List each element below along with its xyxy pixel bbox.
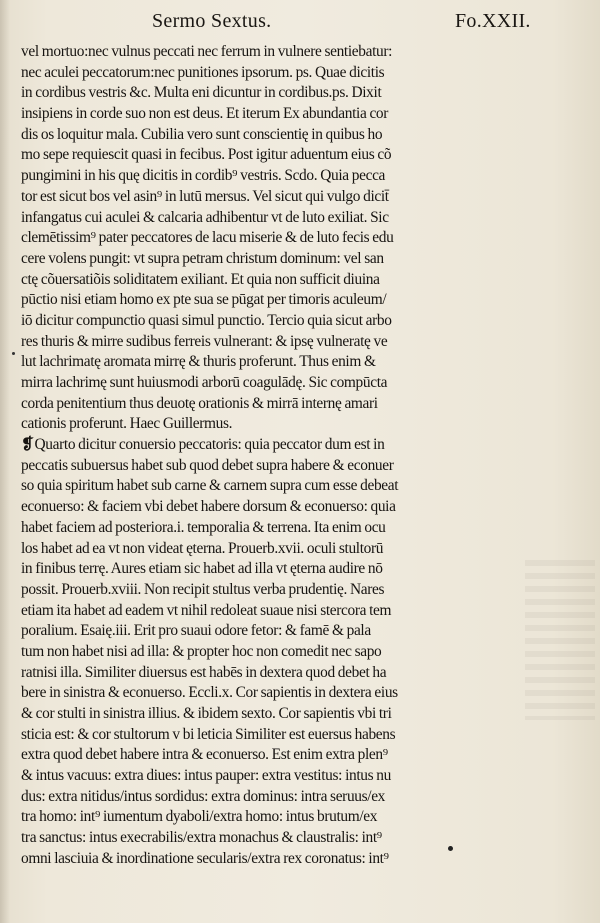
text-line: dis os loquitur mala. Cubilia vero sunt conscientię in quibus ho xyxy=(21,125,383,143)
text-line: omni lasciuia & inordinatione secularis/extra rex coronatus: int⁹ xyxy=(21,849,389,867)
text-line: tra homo: int⁹ iumentum dyaboli/extra homo: intus brutum/ex xyxy=(21,808,378,826)
text-line: sticia est: & cor stultorum v bi leticia Similiter est euersus habens xyxy=(21,725,396,743)
text-line: corda penitentium thus deuotę orationis & mirrā internę amari xyxy=(21,394,378,412)
margin-mark xyxy=(12,352,15,355)
text-line: ctę cõuersatiõis soliditatem exiliant. Et quia non sufficit diuina xyxy=(21,270,380,288)
text-line: mirra lachrimę sunt huiusmodi arborū coagulādę. Sic compūcta xyxy=(21,374,388,391)
text-line: infangatus cui aculei & calcaria adhibentur vt de luto exiliat. Sic xyxy=(21,208,389,226)
text-line: & intus vacuus: extra diues: intus pauper: extra vestitus: intus nu xyxy=(21,767,391,785)
text-line: pūctio nisi etiam homo ex pte sua se pūgat per timoris aculeum/ xyxy=(21,291,387,309)
text-line: nec aculei peccatorum:nec punitiones ipsorum. ps. Quae dicitis xyxy=(21,63,385,81)
text-line: poralium. Esaię.iii. Erit pro suaui odore fetor: & famē & pala xyxy=(21,622,371,640)
text-line: extra quod debet habere intra & econuerso. Est enim extra plen⁹ xyxy=(21,746,388,764)
text-line: so quia spiritum habet sub carne & carnem supra cum esse debeat xyxy=(21,477,399,495)
text-line: mo sepe requiescit quasi in fecibus. Post igitur aduentum eius cõ xyxy=(21,146,392,164)
page-header xyxy=(0,10,600,40)
text-line: vel mortuo:nec vulnus peccati nec ferrum in vulnere sentiebatur: xyxy=(21,43,393,60)
text-line: bere in sinistra & econuerso. Eccli.x. Cor sapientis in dextera eius xyxy=(21,684,398,702)
show-through-texture xyxy=(525,560,595,720)
folio-number: Fo.XXII. xyxy=(455,10,531,32)
text-line: res thuris & mirre sudibus ferreis vulnerant: & ipsę vulneratę ve xyxy=(21,332,388,350)
text-line: tra sanctus: intus execrabilis/extra monachus & claustralis: int⁹ xyxy=(21,829,382,847)
pilcrow-mark: ❡ xyxy=(21,436,34,454)
text-line: iō dicitur compunctio quasi simul punctio. Tercio quia sicut arbo xyxy=(21,311,392,329)
text-line: clemētissim⁹ pater peccatores de lacu miserie & de luto fecis edu xyxy=(21,229,394,247)
text-line: etiam ita habet ad eadem vt nihil redoleat suaue nisi stercora tem xyxy=(21,601,392,619)
text-line: & cor stulti in sinistra illius. & ibidem sexto. Cor sapientis vbi tri xyxy=(21,705,392,722)
text-line: habet faciem ad posteriora.i. temporalia & terrena. Ita enim ocu xyxy=(21,518,386,536)
text-line: tor est sicut bos vel asin⁹ in lutū mersus. Vel sicut qui vulgo dicit̄ xyxy=(21,187,389,205)
text-line: ratnisi illa. Similiter diuersus est habēs in dextera quod debet ha xyxy=(21,663,387,681)
text-line: cationis proferunt. Haec Guillermus. xyxy=(21,415,233,433)
text-line: los habet ad ea vt non videat ęterna. Prouerb.xvii. oculi stultorū xyxy=(21,539,384,557)
paragraph-start-line xyxy=(21,435,487,456)
text-line: pungimini in his quę dicitis in cordib⁹ vestris. Scdo. Quia pecca xyxy=(21,167,386,185)
text-line: econuerso: & faciem vbi debet habere dorsum & econuerso: quia xyxy=(21,498,396,516)
text-line: possit. Prouerb.xviii. Non recipit stultus verba prudentię. Nares xyxy=(21,580,385,598)
text-line: tum non habet nisi ad illa: & propter hoc non comedit nec sapo xyxy=(21,642,382,660)
text-line: lut lachrimatę aromata mirrę & thuris proferunt. Thus enim & xyxy=(21,353,376,371)
running-title: Sermo Sextus. xyxy=(152,10,272,32)
text-line: dus: extra nitidus/intus sordidus: extra dominus: intra seruus/ex xyxy=(21,787,386,805)
text-line: in finibus terrę. Aures etiam sic habet ad illa vt ęterna audire nō xyxy=(21,560,383,578)
ink-dot xyxy=(448,846,453,851)
page-gutter-shadow xyxy=(0,0,10,923)
text-line: cere volens pungit: vt supra petram christum dominum: vel san xyxy=(21,249,384,267)
text-line: in cordibus vestris &c. Multa eni dicuntur in cordibus.ps. Dixit xyxy=(21,84,382,102)
text-line: insipiens in corde suo non est deus. Et iterum Ex abundantia cor xyxy=(21,105,389,123)
text-column xyxy=(21,42,487,870)
text-line: peccatis subuersus habet sub quod debet supra habere & econuer xyxy=(21,456,394,474)
text-line: Quarto dicitur conuersio peccatoris: quia peccator dum est in xyxy=(34,436,385,454)
